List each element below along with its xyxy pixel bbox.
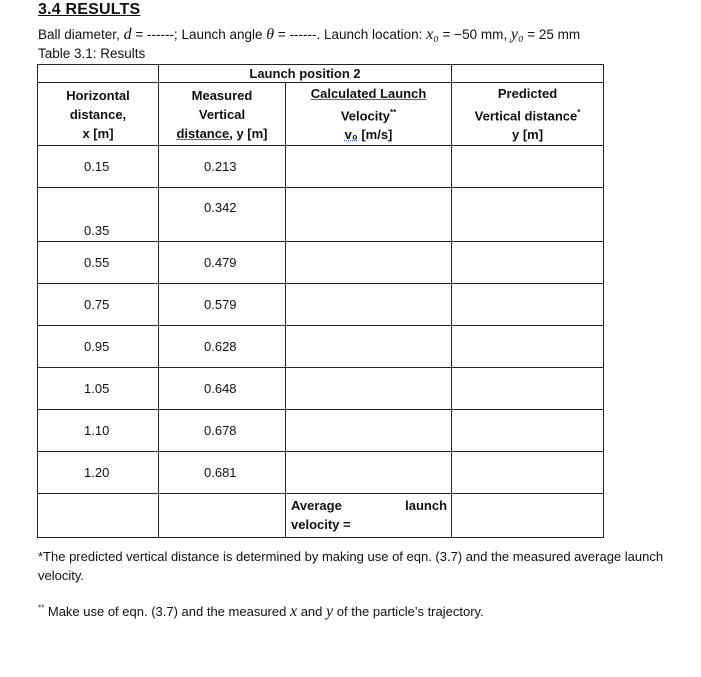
velocity-cell[interactable] [286,326,452,368]
y-cell: 0.579 [159,284,286,326]
velocity-cell[interactable] [286,188,452,242]
launch-word: launch [405,498,448,513]
note-fragment: of the particle’s trajectory. [336,604,484,619]
predicted-cell[interactable] [452,284,604,326]
header-line: x [m] [82,125,114,141]
empty-cell [452,494,604,538]
x-symbol: x [289,603,298,620]
predicted-cell[interactable] [452,188,604,242]
header-line: Horizontal [66,87,130,103]
x-cell: 0.35 [38,188,159,242]
header-line: Calculated Launch [310,85,427,101]
y-cell: 0.213 [159,146,286,188]
double-star-mark: ** [389,107,397,117]
footnote-predicted: *The predicted vertical distance is determined by making use of eqn. (3.7) and the measured average launch velocity. [38,549,664,583]
x-cell: 1.05 [38,368,159,410]
footnote-calculated [38,603,484,621]
table-row [38,368,604,410]
velocity-cell[interactable] [286,146,452,188]
ball-diameter-label: Ball diameter, [38,27,120,42]
x-cell: 0.75 [38,284,159,326]
velocity-cell[interactable] [286,242,452,284]
average-velocity-cell[interactable] [286,494,452,538]
velocity-cell[interactable] [286,410,452,452]
header-fragment: [m/s] [361,127,393,143]
header-fragment: y [m] [236,125,268,141]
header-line [286,125,451,144]
x-cell: 1.20 [38,452,159,494]
launch-position-header: Launch position 2 [159,65,452,83]
d-symbol: d [123,26,132,43]
blank-header-cell [452,65,604,83]
velocity-cell[interactable] [286,368,452,410]
measured-vertical-header [159,83,286,146]
header-line: Measured [191,87,253,103]
launch-angle-label: = ------; Launch angle [135,27,263,42]
empty-cell [159,494,286,538]
header-line: distance, [69,106,127,122]
velocity-cell[interactable] [286,284,452,326]
y-cell: 0.678 [159,410,286,452]
blank-corner-cell [38,65,159,83]
star-mark: * [577,107,581,117]
x-cell: 1.10 [38,410,159,452]
average-row [38,494,604,538]
table-caption: Table 3.1: Results [38,46,146,61]
average-label-line [291,496,447,515]
horizontal-distance-header [38,83,159,146]
header-fragment: Vertical distance [474,108,578,124]
x0-value: = −50 mm, [442,27,508,42]
header-line: Predicted [497,85,558,101]
header-line [159,124,285,143]
y-symbol: y [326,603,334,620]
theta-symbol: θ [266,26,275,43]
y0-symbol: y₀ [510,26,524,43]
velocity-cell[interactable] [286,452,452,494]
section-heading: 3.4 RESULTS [38,1,141,18]
header-fragment: v₀ [344,127,358,143]
y0-value: = 25 mm [527,27,581,42]
launch-location-label: = ------. Launch location: [277,27,423,42]
y-cell: 0.342 [159,188,286,242]
predicted-cell[interactable] [452,146,604,188]
table-row [38,326,604,368]
table-row [38,242,604,284]
predicted-cell[interactable] [452,452,604,494]
y-cell: 0.479 [159,242,286,284]
table-row [38,452,604,494]
x0-symbol: x₀ [426,26,439,43]
header-fragment: distance, [176,125,233,141]
results-table [37,64,604,538]
header-line [286,103,451,125]
note-fragment: and [300,604,323,619]
predicted-vertical-header [452,83,604,146]
header-line: Vertical [198,106,246,122]
double-star-mark: ** [38,603,45,613]
table-row [38,146,604,188]
predicted-cell[interactable] [452,410,604,452]
experiment-parameters [38,26,580,44]
x-cell: 0.15 [38,146,159,188]
table-row [38,284,604,326]
calculated-velocity-header [286,83,452,146]
y-cell: 0.648 [159,368,286,410]
x-cell: 0.95 [38,326,159,368]
y-cell: 0.681 [159,452,286,494]
table-row [38,410,604,452]
header-line: y [m] [511,127,544,143]
table-row [38,188,604,242]
header-line [452,103,603,125]
average-word: Average [291,498,342,513]
x-cell: 0.55 [38,242,159,284]
velocity-equals-label: velocity = [291,517,351,532]
empty-cell [38,494,159,538]
predicted-cell[interactable] [452,368,604,410]
y-cell: 0.628 [159,326,286,368]
predicted-cell[interactable] [452,242,604,284]
header-fragment: Velocity [340,108,390,124]
note-fragment: Make use of eqn. (3.7) and the measured [47,604,287,619]
predicted-cell[interactable] [452,326,604,368]
